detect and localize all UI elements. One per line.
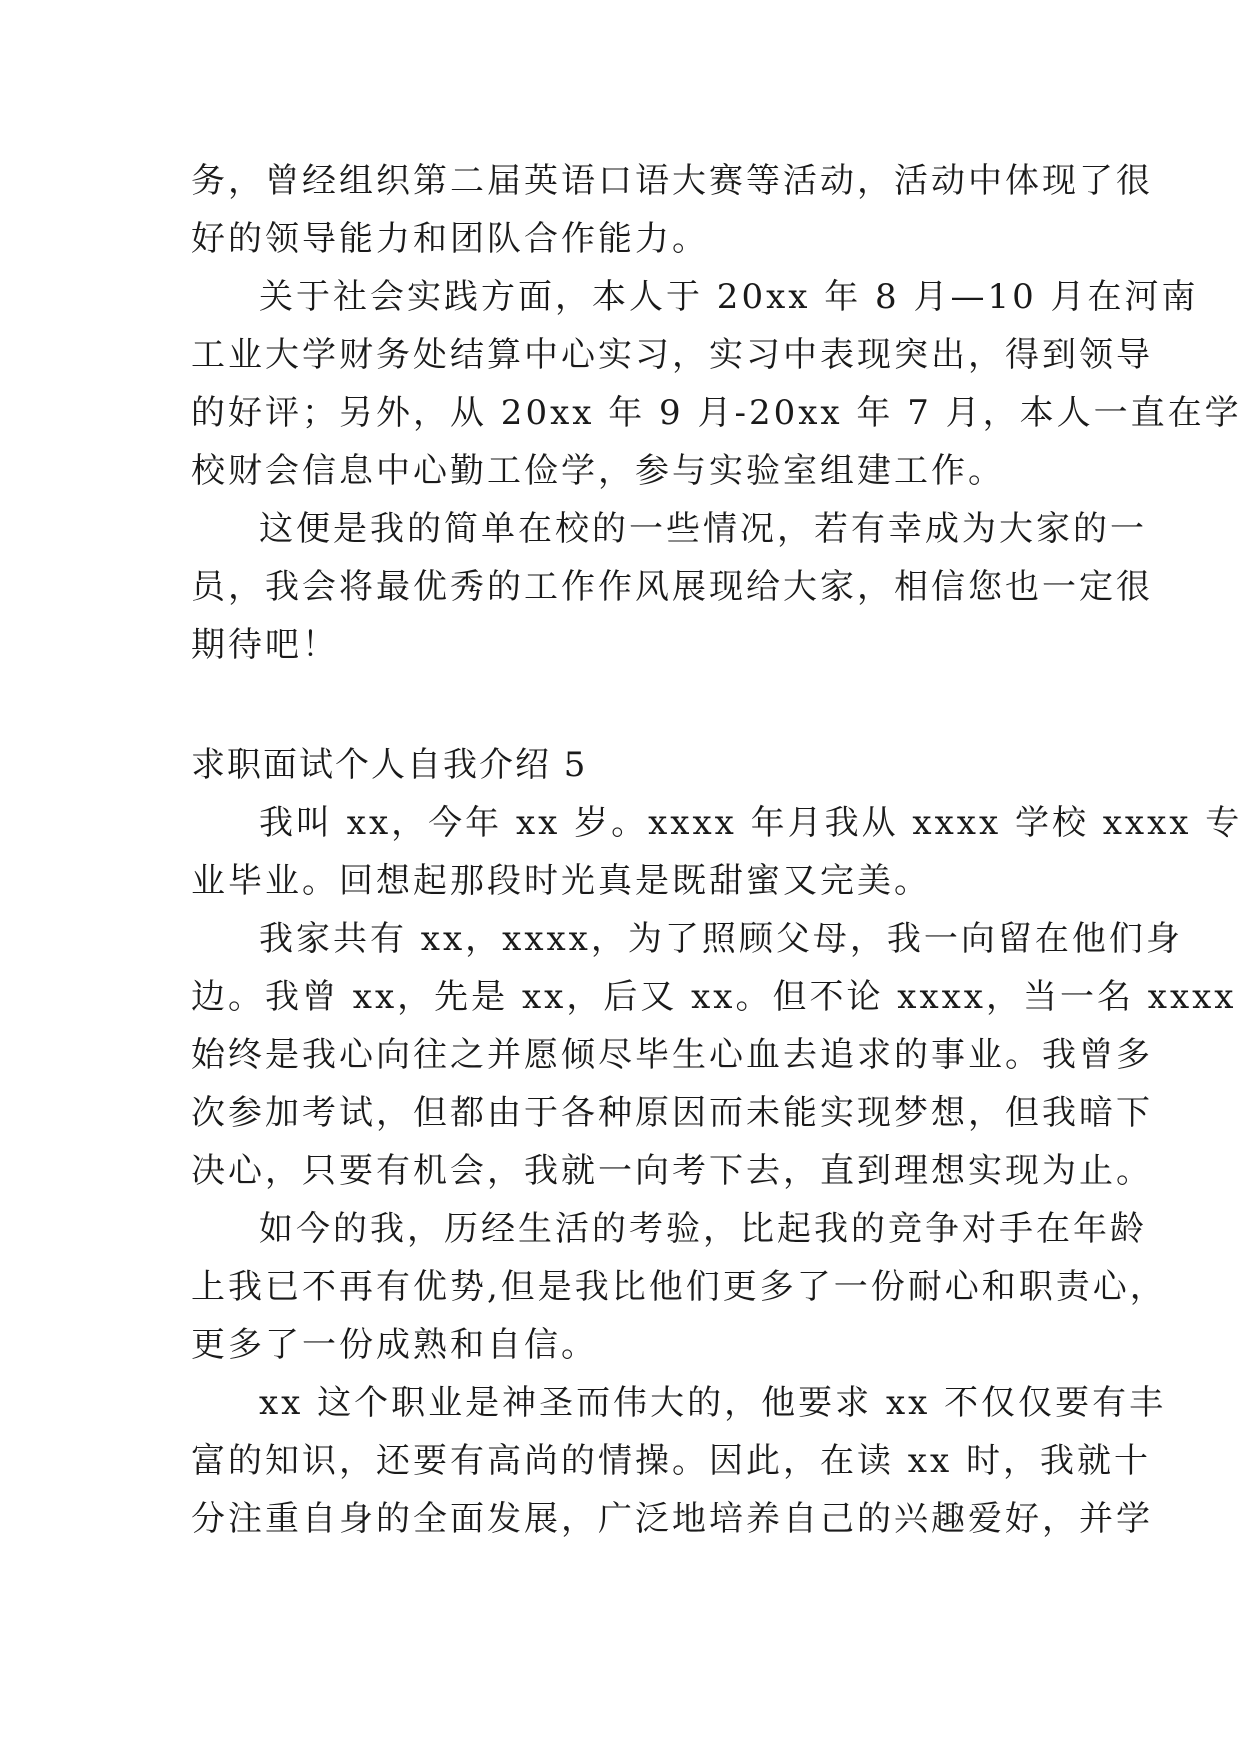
text-line: 分注重自身的全面发展，广泛地培养自己的兴趣爱好，并学	[191, 1499, 1153, 1539]
paragraph-social-practice	[191, 268, 1242, 500]
text-line: 富的知识，还要有高尚的情操。因此，在读 xx 时，我就十	[191, 1441, 1151, 1481]
text-line: 员，我会将最优秀的工作作风展现给大家，相信您也一定很	[191, 567, 1153, 607]
text-line: 更多了一份成熟和自信。	[191, 1325, 598, 1365]
text-line: 次参加考试，但都由于各种原因而未能实现梦想，但我暗下	[191, 1093, 1153, 1133]
text-line: 关于社会实践方面，本人于 20xx 年 8 月—10 月在河南	[259, 277, 1199, 317]
paragraph-profession	[191, 1374, 1167, 1548]
text-line: 边。我曾 xx，先是 xx，后又 xx。但不论 xxxx，当一名 xxxx	[191, 977, 1237, 1017]
text-line: 好的领导能力和团队合作能力。	[191, 219, 709, 259]
paragraph-family	[191, 910, 1237, 1200]
text-line: 如今的我，历经生活的考验，比起我的竞争对手在年龄	[259, 1209, 1147, 1249]
paragraph-introduction	[191, 794, 1242, 910]
text-line: 期待吧！	[191, 625, 339, 665]
text-line: 始终是我心向往之并愿倾尽毕生心血去追求的事业。我曾多	[191, 1035, 1153, 1075]
text-line: xx 这个职业是神圣而伟大的，他要求 xx 不仅仅要有丰	[259, 1383, 1167, 1423]
paragraph-closing	[191, 500, 1153, 674]
text-line: 我家共有 xx，xxxx，为了照顾父母，我一向留在他们身	[259, 919, 1183, 959]
text-line: 业毕业。回想起那段时光真是既甜蜜又完美。	[191, 861, 931, 901]
text-line: 上我已不再有优势,但是我比他们更多了一份耐心和职责心，	[191, 1267, 1167, 1307]
document-body	[191, 152, 1242, 1548]
text-line: 的好评；另外，从 20xx 年 9 月-20xx 年 7 月，本人一直在学	[191, 393, 1242, 433]
section-spacer	[191, 674, 1056, 736]
paragraph-continuation	[191, 152, 1153, 268]
text-line: 务，曾经组织第二届英语口语大赛等活动，活动中体现了很	[191, 161, 1153, 201]
text-line: 这便是我的简单在校的一些情况，若有幸成为大家的一	[259, 509, 1147, 549]
text-line: 工业大学财务处结算中心实习，实习中表现突出，得到领导	[191, 335, 1153, 375]
paragraph-present	[191, 1200, 1167, 1374]
text-line: 决心，只要有机会，我就一向考下去，直到理想实现为止。	[191, 1151, 1153, 1191]
section-title: 求职面试个人自我介绍 5	[191, 745, 588, 785]
text-line: 校财会信息中心勤工俭学，参与实验室组建工作。	[191, 451, 1005, 491]
text-line: 我叫 xx，今年 xx 岁。xxxx 年月我从 xxxx 学校 xxxx 专	[259, 803, 1242, 843]
